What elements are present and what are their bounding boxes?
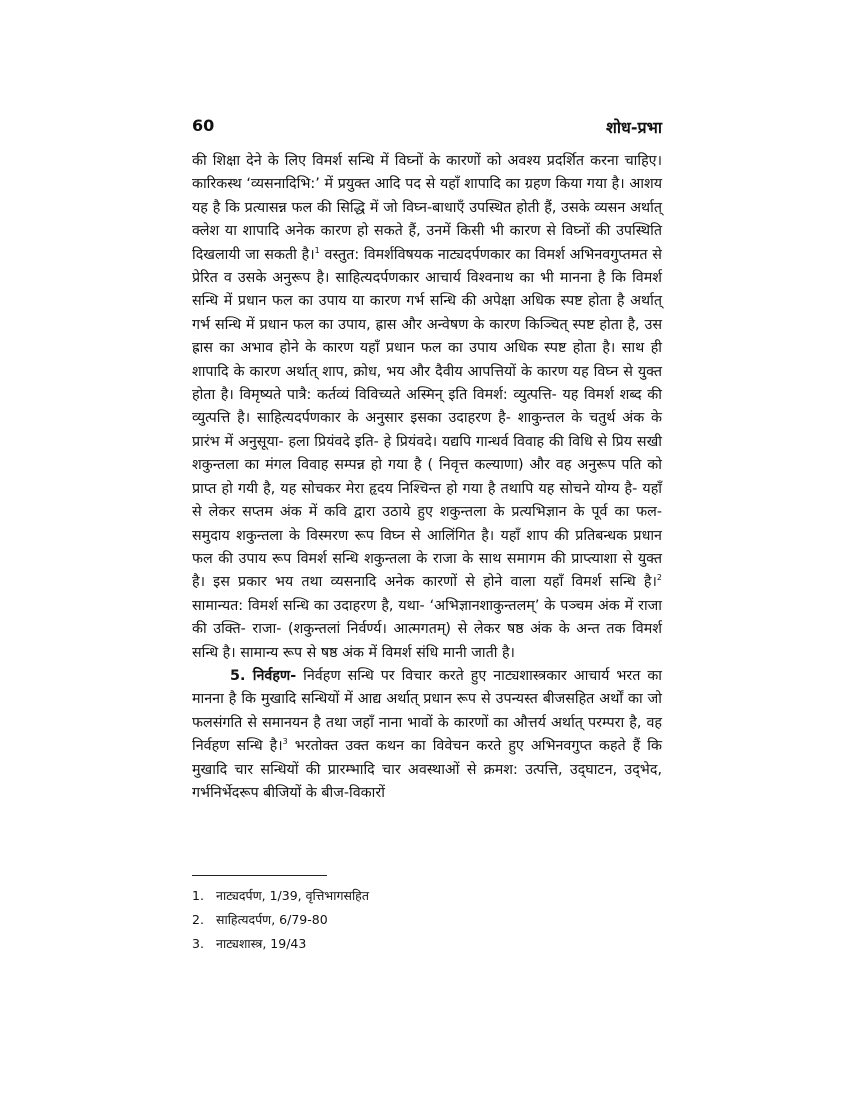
footnote-ref-3: 3 (282, 737, 288, 747)
page-header (192, 116, 662, 140)
running-title: शोध-प्रभा (605, 118, 662, 137)
footnote-text: साहित्यदर्पण, 6/79-80 (216, 912, 328, 927)
footnote-1 (192, 884, 662, 908)
footnote-ref-2: 2 (656, 573, 662, 583)
body-text (192, 150, 662, 805)
footnote-divider (192, 875, 327, 876)
page-number: 60 (192, 116, 215, 135)
footnote-3 (192, 932, 662, 956)
footnote-2 (192, 908, 662, 932)
footnote-text: नाट्यशास्त्र, 19/43 (216, 936, 307, 951)
paragraph-text: भरतोक्त उक्त कथन का विवेचन करते हुए अभिनवगुप्त कहते हैं कि मुखादि चार सन्धियों की प्रारम्भादि चार अवस्थाओं से क्रमश: उत्पत्ति, उद्‌घाटन, उद्‌भेद, गर्भनिर्भेदरूप बीजियों के बीज-विकारों (192, 738, 662, 801)
footnote-text: नाट्यदर्पण, 1/39, वृत्तिभागसहित (216, 888, 369, 903)
paragraph-nirvahana (192, 665, 662, 805)
footnotes (192, 884, 662, 956)
footnote-number: 2. (192, 912, 204, 927)
paragraph-vimarsha (192, 150, 662, 665)
paragraph-text: सामान्यत: विमर्श सन्धि का उदाहरण है, यथा- ‘अभिज्ञानशाकुन्तलम्’ के पञ्चम अंक में राजा की उक्ति- राजा- (शकुन्तलां निर्वर्ण्य। आत्मगतम्) से लेकर षष्ठ अंक के अन्त तक विमर्श सन्धि है। सामान्य रूप से षष्ठ अंक में विमर्श संधि मानी जाती है। (192, 597, 662, 661)
paragraph-text: वस्तुत: विमर्शविषयक नाट्यदर्पणकार का विमर्श अभिनवगुप्तमत से प्रेरित व उसके अनुरूप है। साहित्यदर्पणकार आचार्य विश्वनाथ का भी मानना है कि विमर्श सन्धि में प्रधान फल का उपाय या कारण गर्भ सन्धि की अपेक्षा अधिक स्पष्ट होता है अर्थात् गर्भ सन्धि में प्रधान फल का उपाय, ह्रास और अन्वेषण के कारण किञ्चित् स्पष्ट होता है, उस ह्रास का अभाव होने के कारण यहाँ प्रधान फल का उपाय अधिक स्पष्ट होता है। साथ ही शापादि के कारण अर्थात् शाप, क्रोध, भय और दैवीय आपत्तियों के कारण यह विघ्न से युक्त होता है। विमृष्यते पात्रै: कर्तव्यं विविच्यते अस्मिन् इति विमर्श: व्युत्पत्ति- यह विमर्श शब्द की व्युत्पत्ति है। साहित्यदर्पणकार के अनुसार इसका उदाहरण है- शाकुन्तल के चतुर्थ अंक के प्रारंभ में अनुसूया- हला प्रियंवदे इति- हे प्रियंवदे। यद्यपि गान्धर्व विवाह की विधि से प्रिय सखी शकुन्तला का मंगल विवाह सम्पन्न हो गया है ( निवृत्त कल्याणा) और वह अनुरूप पति को प्राप्त हो गयी है, यह सोचकर मेरा हृदय निश्चिन्त हो गया है तथापि यह सोचने योग्य है- यहाँ से लेकर सप्तम अंक में कवि द्वारा उठाये हुए शकुन्तला के प्रत्यभिज्ञान के पूर्व का फल-समुदाय शकुन्तला के विस्मरण रूप विघ्न से आलिंगित है। यहाँ शाप की प्रतिबन्धक प्रधान फल की उपाय रूप विमर्श सन्धि शकुन्तला के राजा के साथ समागम की प्राप्त्याशा से युक्त है। इस प्रकार भय तथा व्यसनादि अनेक कारणों से होने वाला यहाँ विमर्श सन्धि है। (192, 246, 662, 591)
paragraph-text: निर्वहण सन्धि पर विचार करते हुए नाट्यशास्त्रकार आचार्य भरत का मानना है कि मुखादि सन्धियों में आद्य अर्थात् प्रधान रूप से उपन्यस्त बीजसहित अर्थों का जो फलसंगति से समानयन है तथा जहाँ नाना भावों के कारणों का औत्तर्य अर्थात् परम्परा है, वह निर्वहण सन्धि है। (192, 667, 662, 755)
footnote-ref-1: 1 (314, 245, 320, 255)
footnote-number: 1. (192, 888, 204, 903)
section-heading: 5. निर्वहण- (230, 667, 297, 684)
footnote-number: 3. (192, 936, 204, 951)
paragraph-text: की शिक्षा देने के लिए विमर्श सन्धि में विघ्नों के कारणों को अवश्य प्रदर्शित करना चाहिए। कारिकस्थ ‘व्यसनादिभि:’ में प्रयुक्त आदि पद से यहाँ शापादि का ग्रहण किया गया है। आशय यह है कि प्रत्यासन्न फल की सिद्धि में जो विघ्न-बाधाएँ उपस्थित होती हैं, उसके व्यसन अर्थात् क्लेश या शापादि अनेक कारण हो सकते हैं, उनमें किसी भी कारण से विघ्नों की उपस्थिति दिखलायी जा सकती है। (192, 153, 662, 263)
